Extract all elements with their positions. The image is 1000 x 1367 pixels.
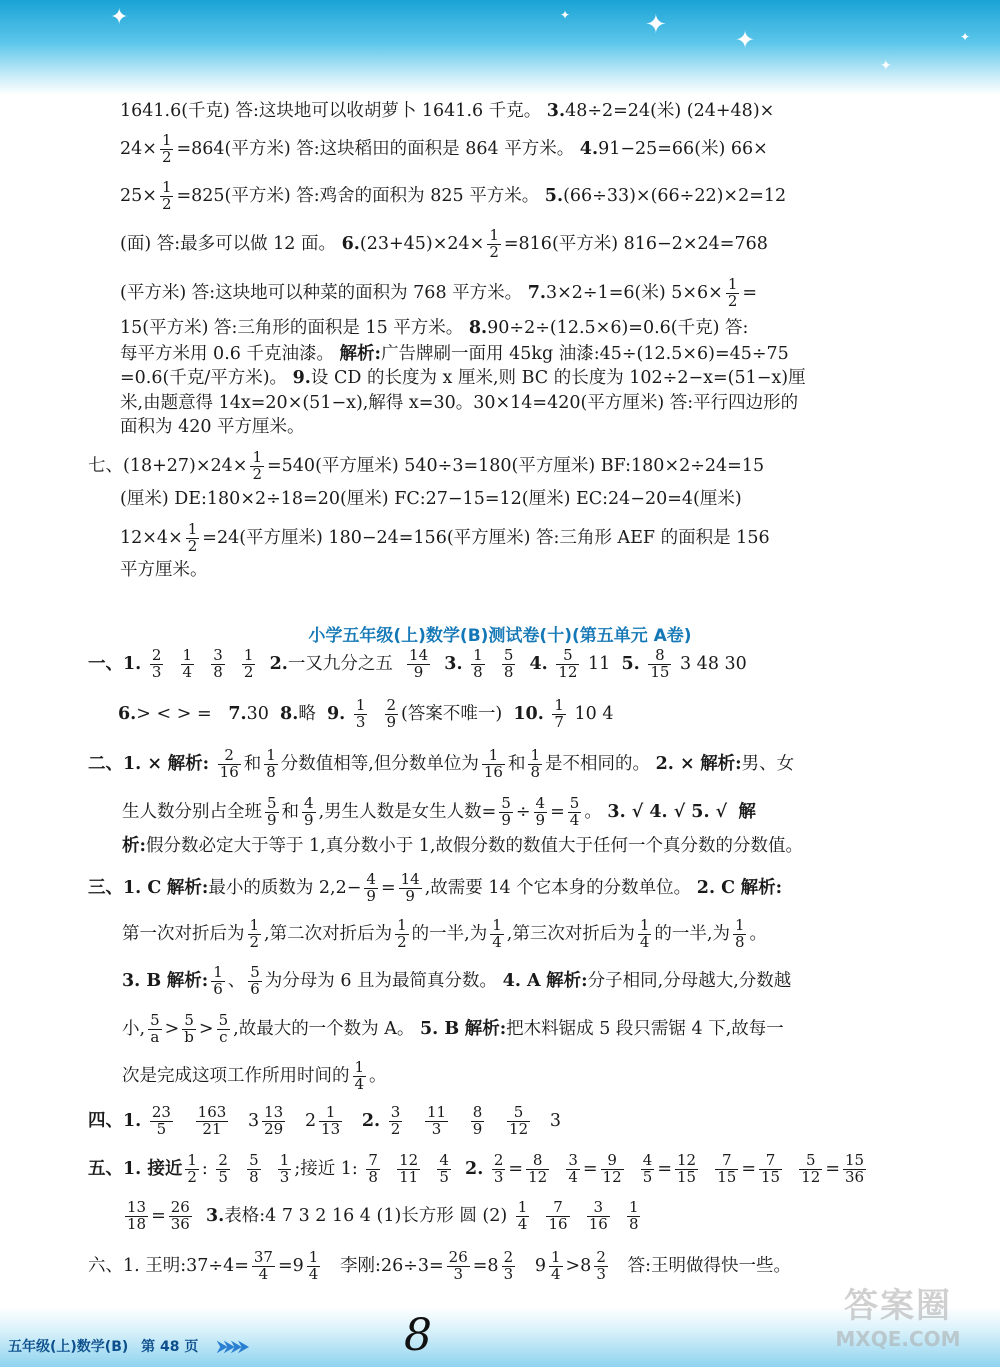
fraction: $\frac{14}{9}$ [400, 870, 420, 905]
fraction: $\frac{5}{c}$ [218, 1011, 229, 1046]
answer-line: 1641.6(千克) 答:这块地可以收胡萝卜 1641.6 千克。 3.48÷2=24(米) (24+48)× [120, 101, 775, 121]
fraction: $\frac{1}{16}$ [483, 746, 503, 781]
footer-label: 五年级(上)数学(B) [8, 1339, 129, 1355]
fraction: $\frac{4}{5}$ [642, 1151, 653, 1186]
fraction: $\frac{1}{2}$ [243, 646, 254, 681]
answer-line: 析:假分数必定大于等于 1,真分数小于 1,故假分数的数值大于任何一个真分数的分数值。 [122, 836, 803, 856]
fraction: $\frac{1}{4}$ [639, 916, 650, 951]
fraction: $\frac{3}{4}$ [568, 1151, 578, 1186]
fraction: $\frac{1}{8}$ [530, 746, 540, 781]
fraction: $\frac{1}{2}$ [187, 520, 198, 555]
fraction: $\frac{37}{4}$ [253, 1248, 273, 1283]
answer-line: =0.6(千克/平方米)。 9.设 CD 的长度为 x 厘米,则 BC 的长度为 102÷2−x=(51−x)厘 [120, 368, 806, 388]
fraction: $\frac{23}{5}$ [151, 1103, 171, 1138]
answer-line: 生人数分别占全班 $\frac{5}{9}$ 和 $\frac{4}{9}$ ,男生人数是女生人数= $\frac{5}{9}$ ÷ $\frac{4}{9}$ = $\frac{5}{4}$ 。 3. √ 4. √ 5. √ 解 [122, 794, 756, 829]
answer-line: 12×4× $\frac{1}{2}$ =24(平方厘米) 180−24=156(平方厘米) 答:三角形 AEF 的面积是 156 [120, 520, 770, 555]
handwritten-mark: 8 [404, 1310, 432, 1361]
fraction: $\frac{3}{2}$ [390, 1103, 401, 1138]
fraction: $\frac{1}{2}$ [187, 1151, 197, 1186]
fraction: $\frac{26}{3}$ [448, 1248, 468, 1283]
answer-line: 25× $\frac{1}{2}$ =825(平方米) 答:鸡舍的面积为 825 平方米。 5.(66÷33)×(66÷22)×2=12 [120, 178, 787, 213]
fraction: $\frac{7}{8}$ [368, 1151, 378, 1186]
fraction: $\frac{1}{2}$ [161, 131, 172, 166]
fraction: $\frac{7}{16}$ [548, 1198, 568, 1233]
page-footer [8, 1336, 246, 1356]
fraction: $\frac{1}{4}$ [492, 916, 502, 951]
fraction: $\frac{1}{3}$ [355, 696, 366, 731]
answer-line: 五、1. 接近 $\frac{1}{2}$ : $\frac{2}{5}$ $\frac{5}{8}$ $\frac{1}{3}$ ;接近 1: $\frac{7}{8}$ $\frac{12}{11}$ $\frac{4}{5}$ 2. $\frac{2}{3}$ = $\frac{8}{12}$ $\frac{3}{4}$ = $\frac{9}{12}$ $\frac{4}{5}$ = $\frac{12}{15}$ $\frac{7}{15}$ = $\frac{7}{15}$ $\frac{5}{12}$ = $\frac{15}{36}$ [88, 1151, 865, 1186]
fraction: $\frac{1}{6}$ [213, 963, 223, 998]
answer-line: 七、(18+27)×24× $\frac{1}{2}$ =540(平方厘米) 540÷3=180(平方厘米) BF:180×2÷24=15 [88, 448, 765, 483]
fraction: $\frac{9}{12}$ [602, 1151, 622, 1186]
fraction: $\frac{13}{18}$ [127, 1198, 147, 1233]
fraction: $\frac{5}{12}$ [558, 646, 578, 681]
fraction: $\frac{5}{9}$ [267, 794, 277, 829]
fraction: $\frac{8}{9}$ [472, 1103, 483, 1138]
fraction: $\frac{5}{12}$ [509, 1103, 529, 1138]
fraction: $\frac{1}{8}$ [266, 746, 276, 781]
fraction: $\frac{2}{3}$ [596, 1248, 606, 1283]
star-icon: ✦ [960, 30, 971, 44]
watermark: 答案圈 MXQE.COM [835, 1286, 961, 1351]
answer-line: 四、1. $\frac{23}{5}$ $\frac{163}{21}$ 3 $\frac{13}{29}$ 2 $\frac{1}{13}$ 2. $\frac{3}{2}$ $\frac{11}{3}$ $\frac{8}{9}$ $\frac{5}{12}$ 3 [88, 1103, 561, 1138]
fraction: $\frac{1}{2}$ [489, 226, 499, 261]
arrows-icon: ⮞⮞⮞⮞ [217, 1339, 246, 1355]
fraction: $\frac{7}{15}$ [761, 1151, 781, 1186]
answer-line: 一、1. $\frac{2}{3}$ $\frac{1}{4}$ $\frac{3}{8}$ $\frac{1}{2}$ 2.一又九分之五 $\frac{14}{9}$ 3. $\frac{1}{8}$ $\frac{5}{8}$ 4. $\frac{5}{12}$ 11 5. $\frac{8}{15}$ 3 48 30 [88, 646, 747, 681]
fraction: $\frac{14}{9}$ [409, 646, 429, 681]
fraction: $\frac{1}{8}$ [734, 916, 745, 951]
answer-line: 第一次对折后为 $\frac{1}{2}$ ,第二次对折后为 $\frac{1}{2}$ 的一半,为 $\frac{1}{4}$ ,第三次对折后为 $\frac{1}{4}$ 的一半,为 $\frac{1}{8}$ 。 [122, 916, 767, 951]
answer-line: (平方米) 答:这块地可以种菜的面积为 768 平方米。 7.3×2÷1=6(米) 5×6× $\frac{1}{2}$ = [120, 275, 758, 310]
star-icon: ✦ [560, 8, 571, 22]
fraction: $\frac{4}{5}$ [439, 1151, 449, 1186]
fraction: $\frac{12}{15}$ [677, 1151, 697, 1186]
fraction: $\frac{1}{4}$ [354, 1058, 365, 1093]
answer-line: 次是完成这项工作所用时间的 $\frac{1}{4}$ 。 [122, 1058, 387, 1093]
answer-line: (面) 答:最多可以做 12 面。 6.(23+45)×24× $\frac{1}{2}$ =816(平方米) 816−2×24=768 [120, 226, 768, 261]
fraction: $\frac{1}{2}$ [727, 275, 738, 310]
fraction: $\frac{2}{3}$ [151, 646, 162, 681]
fraction: $\frac{5}{4}$ [569, 794, 580, 829]
fraction: $\frac{2}{3}$ [503, 1248, 514, 1283]
answer-line: 平方厘米。 [120, 560, 208, 580]
answer-line: 6.> < > = 7.30 8.略 9. $\frac{1}{3}$ $\frac{2}{9}$ (答案不唯一) 10. $\frac{1}{7}$ 10 4 [118, 696, 614, 731]
answer-line: 3. B 解析: $\frac{1}{6}$ 、 $\frac{5}{6}$ 为分母为 6 且为最简真分数。 4. A 解析:分子相同,分母越大,分数越 [122, 963, 792, 998]
fraction: $\frac{13}{29}$ [264, 1103, 284, 1138]
fraction: $\frac{2}{16}$ [219, 746, 239, 781]
fraction: $\frac{1}{2}$ [397, 916, 407, 951]
fraction: $\frac{2}{5}$ [218, 1151, 228, 1186]
answer-line: 每平方米用 0.6 千克油漆。 解析:广告牌刷一面用 45kg 油漆:45÷(12.5×6)=45÷75 [120, 344, 789, 364]
fraction: $\frac{1}{2}$ [161, 178, 172, 213]
fraction: $\frac{1}{8}$ [628, 1198, 639, 1233]
fraction: $\frac{2}{9}$ [386, 696, 397, 731]
answer-line: 米,由题意得 14x=20×(51−x),解得 x=30。30×14=420(平方厘米) 答:平行四边形的 [120, 393, 799, 413]
fraction: $\frac{5}{6}$ [250, 963, 260, 998]
answer-line: 24× $\frac{1}{2}$ =864(平方米) 答:这块稻田的面积是 864 平方米。 4.91−25=66(米) 66× [120, 131, 768, 166]
fraction: $\frac{1}{4}$ [182, 646, 193, 681]
fraction: $\frac{5}{8}$ [503, 646, 514, 681]
fraction: $\frac{1}{4}$ [550, 1248, 561, 1283]
fraction: $\frac{1}{13}$ [321, 1103, 341, 1138]
fraction: $\frac{2}{3}$ [493, 1151, 504, 1186]
fraction: $\frac{3}{8}$ [213, 646, 223, 681]
fraction: $\frac{1}{7}$ [554, 696, 564, 731]
answer-line: 三、1. C 解析:最小的质数为 2,2− $\frac{4}{9}$ = $\frac{14}{9}$ ,故需要 14 个它本身的分数单位。 2. C 解析: [88, 870, 783, 905]
fraction: $\frac{3}{16}$ [588, 1198, 608, 1233]
fraction: $\frac{1}{3}$ [279, 1151, 290, 1186]
fraction: $\frac{5}{12}$ [801, 1151, 821, 1186]
fraction: $\frac{4}{9}$ [535, 794, 546, 829]
section-title: 小学五年级(上)数学(B)测试卷(十)(第五单元 A卷) [308, 626, 692, 646]
fraction: $\frac{12}{11}$ [399, 1151, 419, 1186]
fraction: $\frac{8}{15}$ [650, 646, 670, 681]
answer-line: 面积为 420 平方厘米。 [120, 417, 305, 437]
fraction: $\frac{4}{9}$ [366, 870, 376, 905]
fraction: $\frac{5}{b}$ [184, 1011, 194, 1046]
star-icon: ✦ [110, 5, 129, 30]
fraction: $\frac{26}{36}$ [170, 1198, 190, 1233]
fraction: $\frac{1}{2}$ [252, 448, 262, 483]
answer-line: 15(平方米) 答:三角形的面积是 15 平方米。 8.90÷2÷(12.5×6)=0.6(千克) 答: [120, 318, 749, 338]
fraction: $\frac{5}{a}$ [150, 1011, 160, 1046]
fraction: $\frac{4}{9}$ [304, 794, 314, 829]
answer-line: 小, $\frac{5}{a}$ > $\frac{5}{b}$ > $\frac{5}{c}$ ,故最大的一个数为 A。 5. B 解析:把木料锯成 5 段只需锯 4 下,故每一 [122, 1011, 784, 1046]
fraction: $\frac{1}{4}$ [308, 1248, 319, 1283]
answer-line: 六、1. 王明:37÷4= $\frac{37}{4}$ =9 $\frac{1}{4}$ 李刚:26÷3= $\frac{26}{3}$ =8 $\frac{2}{3}$ 9 $\frac{1}{4}$ >8 $\frac{2}{3}$ 答:王明做得快一些。 [88, 1248, 791, 1283]
star-icon: ✦ [735, 26, 756, 54]
answer-line: 二、1. × 解析: $\frac{2}{16}$ 和 $\frac{1}{8}$ 分数值相等,但分数单位为 $\frac{1}{16}$ 和 $\frac{1}{8}$ 是不相同的。 2. × 解析:男、女 [88, 746, 795, 781]
star-icon: ✦ [880, 58, 892, 74]
fraction: $\frac{7}{15}$ [717, 1151, 737, 1186]
fraction: $\frac{163}{21}$ [197, 1103, 227, 1138]
fraction: $\frac{1}{8}$ [473, 646, 483, 681]
fraction: $\frac{1}{2}$ [249, 916, 260, 951]
answer-line: $\frac{13}{18}$ = $\frac{26}{36}$ 3.表格:4 7 3 2 16 4 (1)长方形 圆 (2) $\frac{1}{4}$ $\frac{7}{16}$ $\frac{3}{16}$ $\frac{1}{8}$ [127, 1198, 639, 1233]
fraction: $\frac{8}{12}$ [528, 1151, 548, 1186]
page-number: 第 48 页 [141, 1339, 199, 1355]
fraction: $\frac{11}{3}$ [426, 1103, 447, 1138]
fraction: $\frac{15}{36}$ [845, 1151, 865, 1186]
fraction: $\frac{5}{9}$ [501, 794, 511, 829]
answer-line: (厘米) DE:180×2÷18=20(厘米) FC:27−15=12(厘米) EC:24−20=4(厘米) [120, 489, 742, 509]
star-icon: ✦ [645, 10, 667, 40]
sky-banner [0, 0, 1000, 95]
fraction: $\frac{5}{8}$ [249, 1151, 259, 1186]
fraction: $\frac{1}{4}$ [517, 1198, 528, 1233]
